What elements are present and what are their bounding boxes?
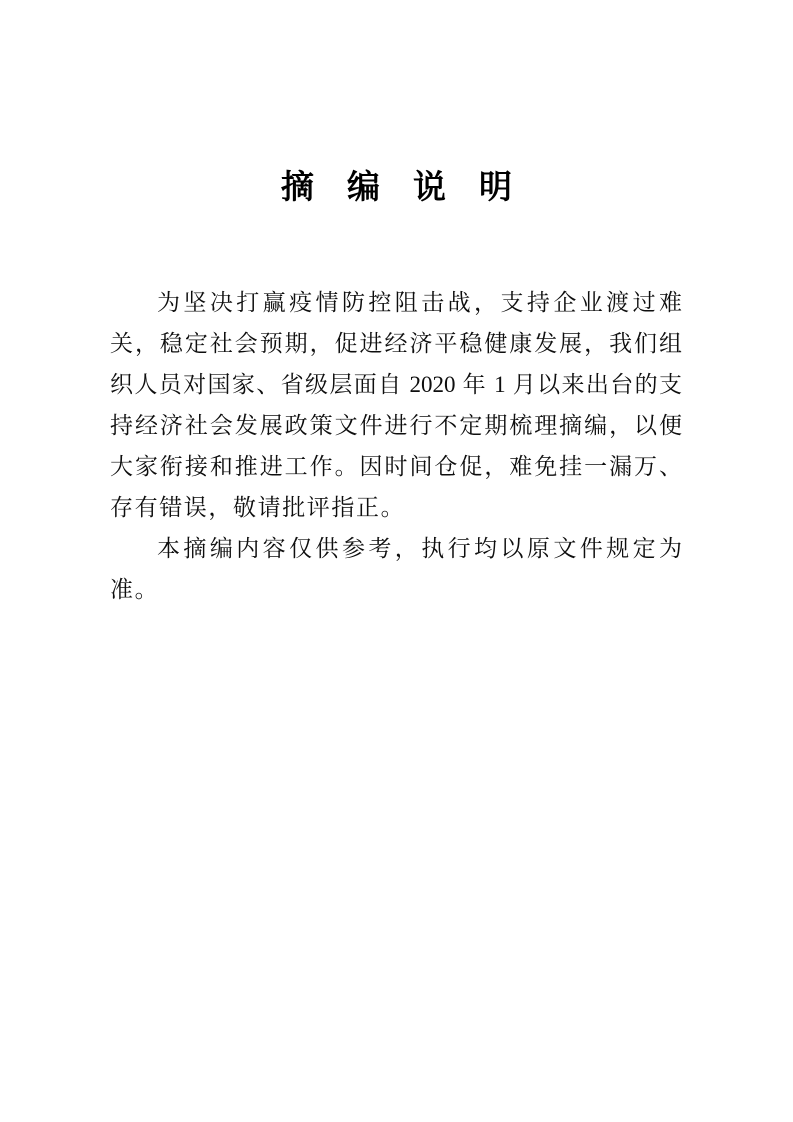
text-line: 为坚决打赢疫情防控阻击战，支持企业渡过难 <box>157 290 682 315</box>
text-line: 持经济社会发展政策文件进行不定期梳理摘编，以便 <box>110 413 682 438</box>
page-title: 摘 编 说 明 <box>281 170 512 206</box>
text-line: 织人员对国家、省级层面自 2020 年 1 月以来出台的支 <box>110 372 682 397</box>
text-line: 存有错误，敬请批评指正。 <box>110 495 406 520</box>
text-line: 大家衔接和推进工作。因时间仓促，难免挂一漏万、 <box>110 454 682 479</box>
text-line: 准。 <box>110 577 160 602</box>
text-line: 关，稳定社会预期，促进经济平稳健康发展，我们组 <box>110 331 682 356</box>
body-text <box>110 282 682 610</box>
text-line: 本摘编内容仅供参考，执行均以原文件规定为 <box>157 536 682 561</box>
